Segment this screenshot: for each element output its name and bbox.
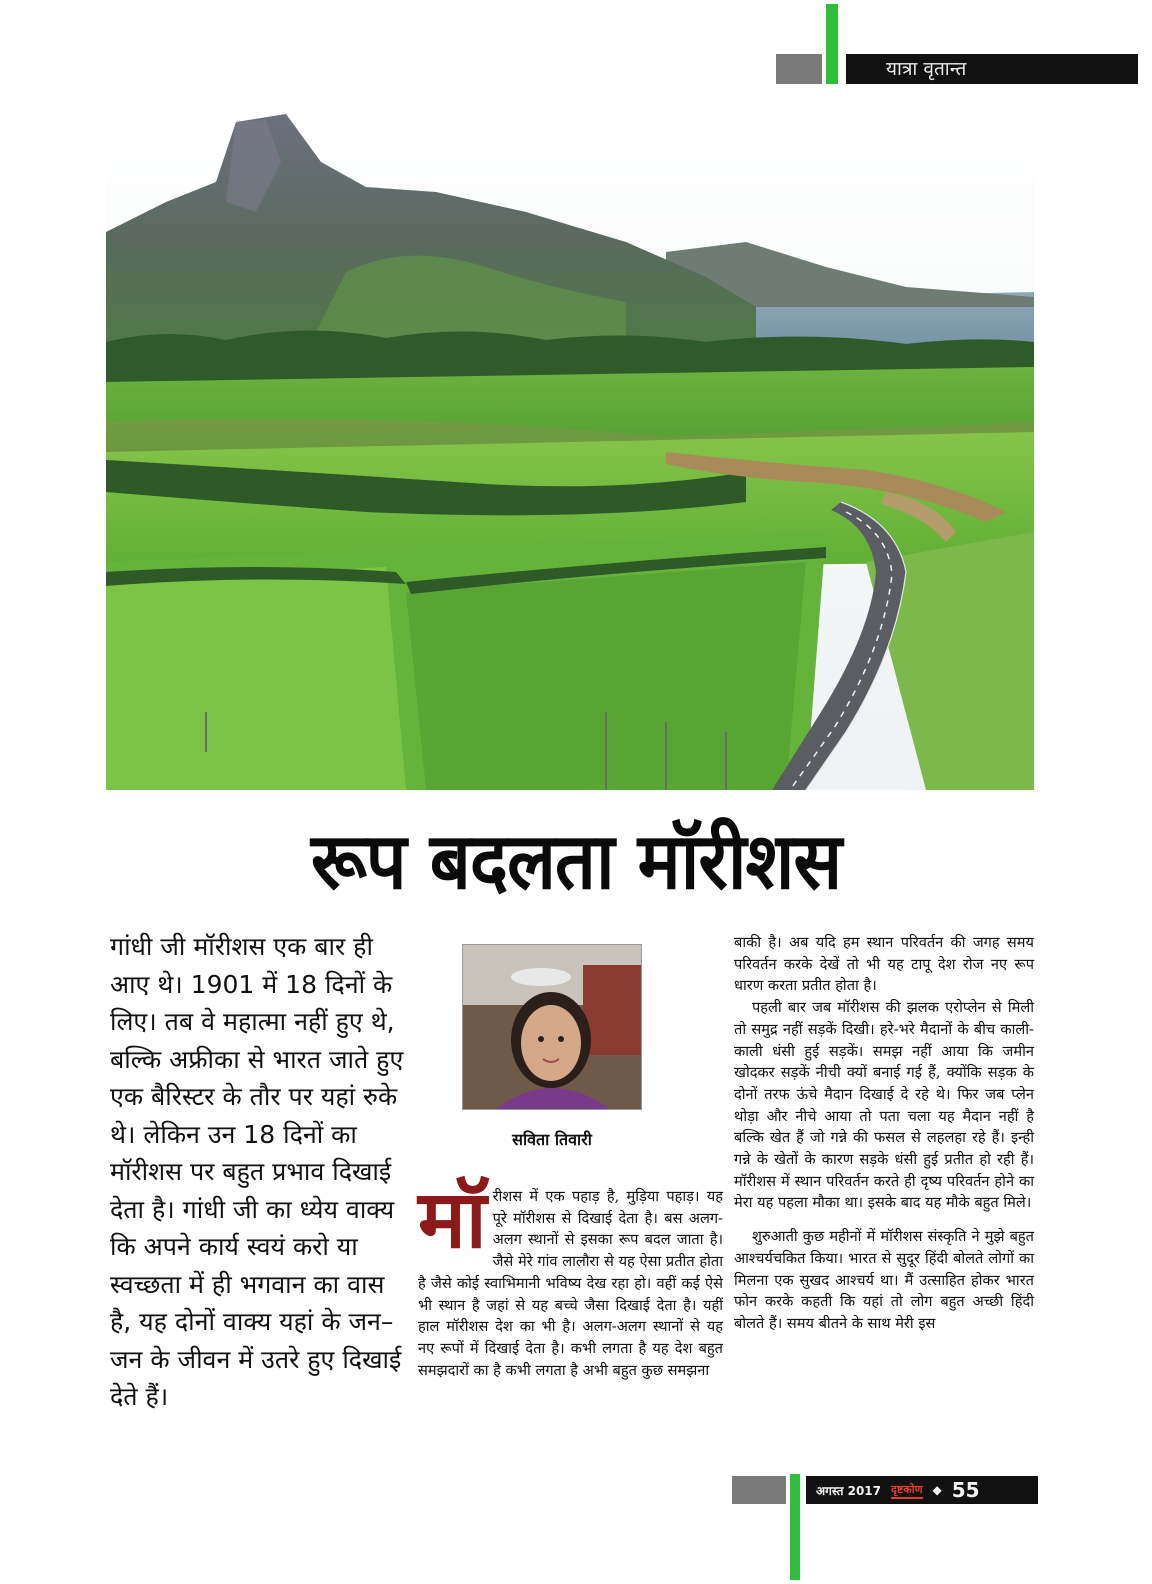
pull-quote: गांधी जी मॉरीशस एक बार ही आए थे। 1901 में 18 दिनों के लिए। तब वे महात्मा नहीं हुए थे, बल्कि अफ्रीका से भारत जाते हुए एक बैरिस्टर के तौर पर यहां रुके थे। लेकिन उन 18 दिनों का मॉरीशस पर बहुत प्रभाव दिखाई देता है। गांधी जी का ध्येय वाक्य कि अपने कार्य स्वयं करो या स्वच्छता में ही भगवान का वास है, यह दोनों वाक्य यहां के जन–जन के जीवन में उतरे हुए दिखाई देते हैं। bbox=[110, 932, 404, 1411]
article-headline: रूप बदलता मॉरीशस bbox=[310, 815, 842, 907]
article-paragraph: पहली बार जब मॉरीशस की झलक एरोप्लेन से मिली तो समुद्र नहीं सड़कें दिखी। हरे-भरे मैदानों के बीच काली-काली धंसी हुई सड़कें। समझ नहीं आया कि जमीन खोदकर सड़कें नीची क्यों बनाई गई हैं, क्योंकि सड़क के दोनों तरफ ऊंचे मैदान दिखाई दे रहे थे। फिर जब प्लेन थोड़ा और नीचे आया तो पता चला यह मैदान नहीं है बल्कि खेत हैं जो गन्ने की फसल से लहलहा रहे हैं। इन्ही गन्ने के खेतों के कारण सड़के धंसी हुई प्रतीत हो रही हैं। मॉरीशस में स्थान परिवर्तन करते ही दृष्य परिवर्तन होने का मेरा यह पहला मौका था। इसके बाद यह मौके बहुत मिले। bbox=[734, 999, 1034, 1212]
author-name: सविता तिवारी bbox=[512, 1130, 592, 1149]
author-photo bbox=[462, 944, 642, 1110]
section-tag: यात्रा वृतान्त bbox=[846, 54, 1138, 84]
article-paragraph: शुरुआती कुछ महीनों में मॉरीशस संस्कृति ने मुझे बहुत आश्चर्यचकित किया। भारत से सुदूर हिंदी बोलते लोगों का मिलना एक सुखद आश्चर्य था। मैं उत्साहित होकर भारत फोन करके कहती कि यहां तो लोग बहुत अच्छी हिंदी बोलते हैं। समय बीतने के साथ मेरी इस bbox=[734, 1228, 1034, 1332]
footer-grey-block bbox=[732, 1476, 786, 1504]
diamond-icon: ◆ bbox=[932, 1483, 942, 1497]
page-number: 55 bbox=[951, 1478, 980, 1502]
article-column-right bbox=[734, 932, 1034, 1335]
drop-cap: मॉ bbox=[418, 1173, 487, 1266]
author-portrait-illustration bbox=[463, 945, 642, 1110]
mauritius-landscape-illustration bbox=[106, 92, 1034, 790]
footer-bar bbox=[806, 1476, 1038, 1504]
footer-accent-bar bbox=[790, 1474, 800, 1580]
magazine-logo: दृष्टकोण bbox=[891, 1482, 923, 1499]
header-grey-block bbox=[776, 54, 822, 84]
hero-photo bbox=[106, 92, 1034, 790]
article-column-middle bbox=[418, 1173, 723, 1381]
header-accent-bar bbox=[826, 4, 838, 84]
article-paragraph: रीशस में एक पहाड़ है, मुड़िया पहाड़। यह पूरे मॉरीशस से दिखाई देता है। बस अलग-अलग स्थानों से इसका रूप बदल जाता है। जैसे मेरे गांव लालौरा से यह ऐसा प्रतीत होता है जैसे कोई स्वाभिमानी भविष्य देख रहा हो। वहीं कई ऐसे भी स्थान है जहां से यह बच्चे जैसा दिखाई देता है। यहीं हाल मॉरीशस देश का भी है। अलग-अलग स्थानों से यह नए रूपों में दिखाई देता है। कभी लगता है यह देश बहुत समझदारों का है कभी लगता है अभी बहुत कुछ समझना bbox=[418, 1188, 723, 1379]
article-paragraph: बाकी है। अब यदि हम स्थान परिवर्तन की जगह समय परिवर्तन करके देखें तो भी यह टापू देश रोज नए रूप धारण करता प्रतीत होता है। bbox=[734, 934, 1034, 995]
issue-date: अगस्त 2017 bbox=[816, 1483, 882, 1498]
